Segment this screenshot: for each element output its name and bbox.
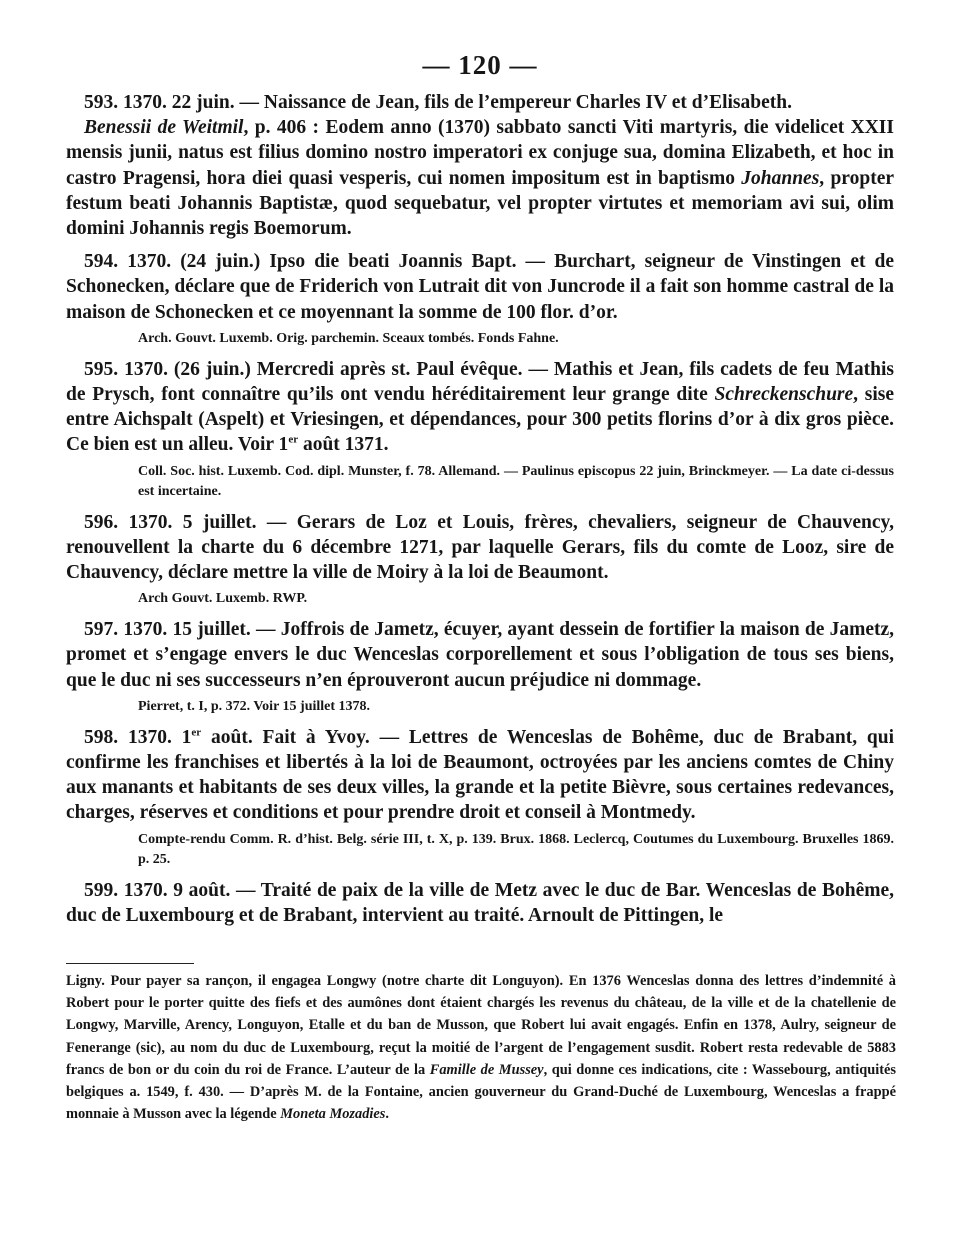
entry-594 <box>66 249 894 349</box>
entry-598 <box>66 725 894 870</box>
entry-text: — Mathis et Jean, fils cadets de feu Mathis de Prysch, font connaître qu’ils ont vendu héréditairement leur grange dite <box>66 358 894 406</box>
entry-date: (26 juin.) <box>173 358 251 380</box>
entry-text: — Naissance de Jean, fils de l’empereur Charles IV et d’Elisabeth. <box>239 92 792 113</box>
footnote-divider <box>66 963 194 964</box>
entry-place: Fait à Yvoy. <box>262 726 370 748</box>
entry-text-end: , propter festum beati Johannis Baptistæ, quod sequebatur, vel propter virtutes et memoriam avi sui, olim domini Johannis regis Boemorum. <box>66 167 895 240</box>
entry-599 <box>66 878 894 928</box>
entry-year: 1370. <box>124 358 168 380</box>
entry-place: Ipso die beati Joannis Bapt. <box>269 251 517 273</box>
entry-595 <box>66 357 894 502</box>
entry-year: 1370. <box>123 619 168 641</box>
entry-place: Mercredi après st. Paul évêque. <box>256 358 523 380</box>
entry-date: 15 juillet. <box>172 619 251 641</box>
entry-source: Compte-rendu Comm. R. d’hist. Belg. série III, t. X, p. 139. Brux. 1868. Leclercq, Coutumes du Luxembourg. Bruxelles 1869. p. 25. <box>138 831 894 867</box>
entry-text: — Burchart, seigneur de Vinstingen et de Schonecken, déclare que de Friderich von Lutrait dit von Juncrode il a fait son homme castral de la maison de Schonecken et ce moyennant la somme de 100 flor. d’or. <box>66 251 895 323</box>
entry-year: 1370. <box>128 511 173 533</box>
entry-date: 22 juin. <box>171 92 235 113</box>
entry-date: 1er août. <box>181 726 253 748</box>
entry-596 <box>66 510 894 610</box>
entry-number: 594. <box>84 251 119 273</box>
entry-year: 1370. <box>123 92 167 113</box>
entry-superscript: er <box>288 433 299 446</box>
entry-number: 599. <box>84 879 119 901</box>
entry-text: — Lettres de Wenceslas de Bohême, duc de Brabant, qui confirme les franchises et libertés à la loi de Beaumont, octroyées par les anciens comtes de Chiny aux manants et habitants de ses deux villes, la grande et la petite Bièvre, sous certaines redevances, charges, réserves et conditions et pour prendre droit et conseil à Montmedy. <box>66 726 895 824</box>
entry-italic-name: Johannes <box>741 167 820 189</box>
footnote-legend: Moneta Mozadies <box>280 1106 386 1123</box>
entry-593 <box>66 90 894 241</box>
entry-597 <box>66 617 894 717</box>
entry-text-continued: , p. 406 : Eodem anno (1370) sabbato sancti Viti martyris, die videlicet XXII mensis junii, natus est filius domino nostro imperatori ex conjuge sua, domina Elizabeth, et hoc in castro Pragensi, hora diei quasi vesperis, cui nomen impositum est in baptismo <box>66 117 894 189</box>
entry-date: 9 août. <box>173 879 231 901</box>
footnote-italic-title: Famille de Mussey <box>429 1061 544 1078</box>
entry-source: Arch Gouvt. Luxemb. RWP. <box>138 591 308 607</box>
footnote-text: Ligny. Pour payer sa rançon, il engagea Longwy (notre charte dit Longuyon). En 1376 Wenceslas donna des lettres d’indemnité à Robert pour le porter quitte des fiefs et des aumônes dont étaient chargés les revenus du château, de la ville et de la chatellenie de Longwy, Marville, Arency, Longuyon, Etalle et du ban de Musson, que Robert lui avait engagés. Enfin en 1378, Aulry, seigneur de Fenerange (sic), au nom du duc de Luxembourg, reçut la moitié de l’argent de l’engagement susdit. Robert resta redevable de 5883 francs de bon or du coin du roi de France. L’auteur de la <box>66 973 896 1078</box>
entry-number: 593. <box>84 92 119 113</box>
entry-number: 598. <box>84 726 119 748</box>
entry-year: 1370. <box>127 251 172 273</box>
entry-source: Arch. Gouvt. Luxemb. Orig. parchemin. Sceaux tombés. Fonds Fahne. <box>138 330 559 346</box>
entries-body <box>66 90 894 928</box>
entry-source: Coll. Soc. hist. Luxemb. Cod. dipl. Munster, f. 78. Allemand. — Paulinus episcopus 22 juin, Brinckmeyer. — La date ci-dessus est incertaine. <box>138 463 894 499</box>
entry-source: Pierret, t. I, p. 372. Voir 15 juillet 1378. <box>138 698 371 714</box>
entry-number: 597. <box>84 619 119 641</box>
entry-number: 595. <box>84 358 119 380</box>
footnote <box>66 970 896 1125</box>
footnote-text-continued: , qui donne ces indications, cite : Wassebourg, antiquités belgiques a. 1549, f. 430. — D’après M. de la Fontaine, ancien gouverneur du Grand-Duché de Luxembourg, Wenceslas a frappé monnaie à Musson avec la légende <box>66 1061 896 1123</box>
entry-italic-name: Schreckenschure <box>714 384 854 406</box>
entry-text: — Traité de paix de la ville de Metz avec le duc de Bar. Wenceslas de Bohême, duc de Luxembourg et de Brabant, intervient au traité. Arnoult de Pittingen, le <box>66 879 895 926</box>
footnote-text-end: . <box>385 1106 390 1123</box>
entry-year: 1370. <box>123 879 168 901</box>
entry-source-title: Benessii de Weitmil <box>84 117 244 139</box>
entry-text: — Gerars de Loz et Louis, frères, chevaliers, seigneur de Chauvency, renouvellent la charte du 6 décembre 1271, par laquelle Gerars, fils du comte de Looz, sire de Chauvency, déclare mettre la ville de Moiry à la loi de Beaumont. <box>66 511 895 584</box>
page-number: — 120 — <box>422 50 538 80</box>
entry-year: 1370. <box>127 726 172 748</box>
entry-text: — Joffrois de Jametz, écuyer, ayant dessein de fortifier la maison de Jametz, promet et s’engage envers le duc Wenceslas corporellement et sous l’obligation de tous ses biens, que le duc ni ses successeurs n’en éprouveront aucun préjudice ni dommage. <box>66 619 895 691</box>
entry-number: 596. <box>84 511 119 533</box>
entry-date: (24 juin.) <box>180 251 261 273</box>
entry-text-continued: , sise entre Aichspalt (Aspelt) et Vriesingen, et dépendances, pour 300 petits florins d’or à dix gros pièce. Ce bien est un alleu. Voir 1 <box>66 384 895 456</box>
entry-text-end: août 1371. <box>298 434 389 456</box>
entry-date: 5 juillet. <box>182 511 257 533</box>
